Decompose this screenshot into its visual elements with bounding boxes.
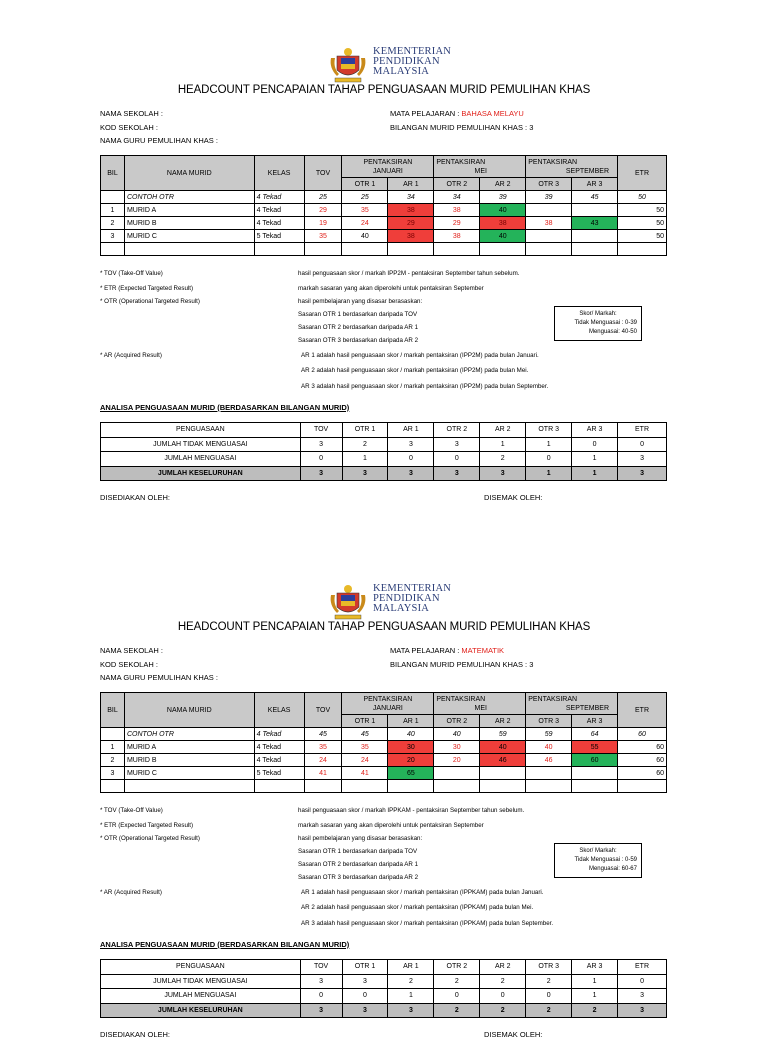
cell-ar3: 60 — [572, 754, 618, 767]
note-etr-desc: markah sasaran yang akan diperolehi untuk pentaksiran September — [298, 285, 484, 292]
cell-bil: 3 — [101, 230, 125, 243]
empty-row — [101, 780, 667, 793]
note-etr-label: * ETR (Expected Targeted Result) — [100, 285, 194, 292]
cell-otr2: 20 — [434, 754, 480, 767]
analisa-header-ar3: AR 3 — [572, 960, 618, 975]
note-tov-desc: hasil penguasaan skor / markah IPPKAM - pentaksiran September tahun sebelum. — [298, 807, 525, 814]
student-row — [101, 230, 667, 243]
analisa-cell-etr: 0 — [618, 437, 667, 452]
cell-otr1: 25 — [342, 191, 388, 204]
analisa-cell-otr2: 0 — [434, 989, 480, 1004]
cell-ar2: 40 — [480, 204, 526, 217]
header-kelas: KELAS — [254, 156, 304, 191]
analisa-header-otr1: OTR 1 — [342, 423, 388, 438]
analisa-header-tov: TOV — [300, 960, 342, 975]
cell-nama: MURID C — [124, 230, 254, 243]
empty-cell — [342, 243, 388, 256]
analisa-cell-otr2: 2 — [434, 1003, 480, 1018]
cell-otr2 — [434, 767, 480, 780]
analisa-cell-tov: 3 — [300, 437, 342, 452]
analisa-cell-ar1: 1 — [388, 989, 434, 1004]
note-ar1: AR 1 adalah hasil penguasaan skor / markah pentaksiran (IPP2M) pada bulan Januari. — [301, 352, 539, 359]
analisa-cell-ar2: 3 — [480, 466, 526, 481]
cell-kelas: 4 Tekad — [254, 728, 304, 741]
cell-otr1: 24 — [342, 754, 388, 767]
analisa-cell-etr: 3 — [618, 466, 667, 481]
analisa-cell-etr: 0 — [618, 974, 667, 989]
analisa-cell-tov: 3 — [300, 1003, 342, 1018]
cell-ar2: 38 — [480, 217, 526, 230]
cell-tov: 41 — [304, 767, 342, 780]
cell-etr: 60 — [618, 728, 667, 741]
analisa-header-otr3: OTR 3 — [526, 960, 572, 975]
empty-cell — [572, 243, 618, 256]
analisa-cell-ar2: 0 — [480, 989, 526, 1004]
note-ar2: AR 2 adalah hasil penguasaan skor / markah pentaksiran (IPP2M) pada bulan Mei. — [301, 367, 529, 374]
cell-otr3 — [526, 767, 572, 780]
cell-nama: MURID B — [124, 217, 254, 230]
header-otr1: OTR 1 — [342, 178, 388, 191]
disediakan-oleh: DISEDIAKAN OLEH: — [100, 1030, 171, 1039]
note-otr-s1: Sasaran OTR 1 berdasarkan daripada TOV — [298, 311, 418, 318]
analisa-cell-otr3: 2 — [526, 974, 572, 989]
cell-ar1: 34 — [388, 191, 434, 204]
label-kod-sekolah: KOD SEKOLAH : — [100, 660, 158, 669]
cell-otr1: 45 — [342, 728, 388, 741]
analisa-cell-ar2: 2 — [480, 1003, 526, 1018]
empty-cell — [304, 780, 342, 793]
note-etr-desc: markah sasaran yang akan diperolehi untuk pentaksiran September — [298, 822, 484, 829]
cell-tov: 35 — [304, 741, 342, 754]
analisa-row-tidak-menguasai — [101, 437, 667, 452]
empty-cell — [618, 780, 667, 793]
cell-otr1: 41 — [342, 767, 388, 780]
analisa-header-tov: TOV — [300, 423, 342, 438]
header-ar1: AR 1 — [388, 178, 434, 191]
header-ar3: AR 3 — [572, 178, 618, 191]
empty-cell — [618, 243, 667, 256]
cell-otr1: 35 — [342, 204, 388, 217]
malaysia-crest-icon — [327, 583, 369, 621]
analisa-cell-ar1: 3 — [388, 466, 434, 481]
analisa-header-penguasaan: PENGUASAAN — [101, 423, 301, 438]
cell-otr3: 40 — [526, 741, 572, 754]
example-row — [101, 191, 667, 204]
empty-cell — [526, 780, 572, 793]
cell-tov: 25 — [304, 191, 342, 204]
cell-kelas: 4 Tekad — [254, 741, 304, 754]
cell-etr: 50 — [618, 191, 667, 204]
subject-name: MATEMATIK — [461, 646, 505, 655]
analisa-cell-otr3: 1 — [526, 466, 572, 481]
empty-cell — [124, 780, 254, 793]
cell-tov: 45 — [304, 728, 342, 741]
header-otr1: OTR 1 — [342, 715, 388, 728]
analisa-row-label: JUMLAH MENGUASAI — [101, 452, 301, 467]
cell-otr3: 39 — [526, 191, 572, 204]
cell-ar3 — [572, 767, 618, 780]
cell-ar1: 30 — [388, 741, 434, 754]
student-row — [101, 767, 667, 780]
analisa-cell-ar3: 1 — [572, 974, 618, 989]
analisa-header-otr1: OTR 1 — [342, 960, 388, 975]
ministry-name: KEMENTERIAN PENDIDIKAN MALAYSIA — [373, 583, 452, 614]
header-kelas: KELAS — [254, 693, 304, 728]
header-bil: BIL — [101, 693, 125, 728]
label-nama-sekolah: NAMA SEKOLAH : — [100, 109, 163, 118]
header-ar1: AR 1 — [388, 715, 434, 728]
analisa-row-label: JUMLAH TIDAK MENGUASAI — [101, 974, 301, 989]
cell-ar3: 55 — [572, 741, 618, 754]
cell-ar2: 40 — [480, 741, 526, 754]
header-pentaksiran-januari: PENTAKSIRAN JANUARI — [342, 156, 434, 178]
cell-etr: 60 — [618, 741, 667, 754]
note-ar3: AR 3 adalah hasil penguasaan skor / markah pentaksiran (IPPKAM) pada bulan September. — [301, 920, 554, 927]
analisa-cell-otr3: 2 — [526, 1003, 572, 1018]
empty-cell — [124, 243, 254, 256]
student-row — [101, 217, 667, 230]
cell-otr3 — [526, 204, 572, 217]
sheet-title: HEADCOUNT PENCAPAIAN TAHAP PENGUASAAN MURID PEMULIHAN KHAS — [177, 620, 591, 634]
empty-cell — [526, 243, 572, 256]
student-row — [101, 204, 667, 217]
cell-ar1: 20 — [388, 754, 434, 767]
note-otr-s1: Sasaran OTR 1 berdasarkan daripada TOV — [298, 848, 418, 855]
note-otr-s2: Sasaran OTR 2 berdasarkan daripada AR 1 — [298, 861, 419, 868]
kpm-logo — [325, 583, 475, 621]
cell-bil: 1 — [101, 204, 125, 217]
header-nama: NAMA MURID — [124, 156, 254, 191]
note-tov-label: * TOV (Take-Off Value) — [100, 270, 163, 277]
analisa-cell-otr2: 0 — [434, 452, 480, 467]
cell-otr2: 40 — [434, 728, 480, 741]
header-otr3: OTR 3 — [526, 715, 572, 728]
cell-etr: 50 — [618, 230, 667, 243]
analisa-cell-ar2: 1 — [480, 437, 526, 452]
empty-cell — [572, 780, 618, 793]
analisa-heading: ANALISA PENGUASAAN MURID (BERDASARKAN BILANGAN MURID) — [100, 940, 350, 949]
analisa-row-menguasai — [101, 452, 667, 467]
analisa-header-otr2: OTR 2 — [434, 423, 480, 438]
analisa-header-etr: ETR — [618, 960, 667, 975]
cell-nama: MURID C — [124, 767, 254, 780]
cell-ar1: 38 — [388, 204, 434, 217]
score-legend-box: Skor/ Markah: Tidak Menguasai : 0-59 Menguasai: 60-67 — [554, 843, 642, 878]
cell-tov: 19 — [304, 217, 342, 230]
cell-ar3: 64 — [572, 728, 618, 741]
cell-ar2 — [480, 767, 526, 780]
cell-bil: 1 — [101, 741, 125, 754]
cell-otr2: 29 — [434, 217, 480, 230]
label-nama-guru: NAMA GURU PEMULIHAN KHAS : — [100, 136, 218, 145]
disediakan-oleh: DISEDIAKAN OLEH: — [100, 493, 171, 502]
note-ar-label: * AR (Acquired Result) — [100, 352, 162, 359]
cell-kelas: 4 Tekad — [254, 204, 304, 217]
analisa-cell-ar1: 3 — [388, 1003, 434, 1018]
header-otr3: OTR 3 — [526, 178, 572, 191]
header-nama: NAMA MURID — [124, 693, 254, 728]
analisa-cell-tov: 3 — [300, 466, 342, 481]
header-etr: ETR — [618, 156, 667, 191]
analisa-header-ar3: AR 3 — [572, 423, 618, 438]
analisa-cell-etr: 3 — [618, 1003, 667, 1018]
cell-ar1: 29 — [388, 217, 434, 230]
cell-etr: 60 — [618, 767, 667, 780]
cell-etr: 60 — [618, 754, 667, 767]
header-pentaksiran-september: PENTAKSIRAN SEPTEMBER — [526, 156, 618, 178]
header-pentaksiran-mei: PENTAKSIRAN MEI — [434, 156, 526, 178]
analisa-cell-otr1: 2 — [342, 437, 388, 452]
example-row — [101, 728, 667, 741]
note-ar-label: * AR (Acquired Result) — [100, 889, 162, 896]
analisa-cell-ar3: 0 — [572, 437, 618, 452]
empty-row — [101, 243, 667, 256]
analisa-cell-otr3: 1 — [526, 437, 572, 452]
cell-ar2: 40 — [480, 230, 526, 243]
analisa-row-keseluruhan — [101, 466, 667, 481]
cell-ar3 — [572, 204, 618, 217]
cell-nama: MURID A — [124, 741, 254, 754]
analisa-heading: ANALISA PENGUASAAN MURID (BERDASARKAN BILANGAN MURID) — [100, 403, 350, 412]
analisa-cell-otr2: 2 — [434, 974, 480, 989]
cell-tov: 24 — [304, 754, 342, 767]
note-ar2: AR 2 adalah hasil penguasaan skor / markah pentaksiran (IPPKAM) pada bulan Mei. — [301, 904, 534, 911]
cell-otr2: 30 — [434, 741, 480, 754]
empty-cell — [254, 243, 304, 256]
cell-ar1: 38 — [388, 230, 434, 243]
note-etr-label: * ETR (Expected Targeted Result) — [100, 822, 194, 829]
analisa-cell-ar3: 1 — [572, 989, 618, 1004]
cell-nama: CONTOH OTR — [124, 728, 254, 741]
cell-nama: CONTOH OTR — [124, 191, 254, 204]
cell-otr2: 38 — [434, 204, 480, 217]
empty-cell — [342, 780, 388, 793]
empty-cell — [434, 243, 480, 256]
analisa-cell-ar1: 3 — [388, 437, 434, 452]
kpm-logo — [325, 46, 475, 84]
subject-line: MATA PELAJARAN : MATEMATIK — [390, 646, 505, 655]
cell-etr: 50 — [618, 204, 667, 217]
note-otr-s3: Sasaran OTR 3 berdasarkan daripada AR 2 — [298, 337, 419, 344]
analisa-cell-otr3: 0 — [526, 989, 572, 1004]
analisa-cell-otr2: 3 — [434, 466, 480, 481]
analisa-cell-otr3: 0 — [526, 452, 572, 467]
analisa-cell-otr2: 3 — [434, 437, 480, 452]
student-count: BILANGAN MURID PEMULIHAN KHAS : 3 — [390, 660, 534, 669]
analisa-row-label: JUMLAH KESELURUHAN — [101, 1003, 301, 1018]
header-tov: TOV — [304, 156, 342, 191]
cell-kelas: 5 Tekad — [254, 767, 304, 780]
note-ar1: AR 1 adalah hasil penguasaan skor / markah pentaksiran (IPPKAM) pada bulan Januari. — [301, 889, 544, 896]
empty-cell — [480, 243, 526, 256]
cell-otr3: 59 — [526, 728, 572, 741]
cell-otr1: 40 — [342, 230, 388, 243]
analisa-row-label: JUMLAH KESELURUHAN — [101, 466, 301, 481]
student-row — [101, 754, 667, 767]
analisa-header-ar2: AR 2 — [480, 960, 526, 975]
analisa-cell-tov: 0 — [300, 989, 342, 1004]
subject-line: MATA PELAJARAN : BAHASA MELAYU — [390, 109, 524, 118]
empty-cell — [388, 780, 434, 793]
analisa-header-otr2: OTR 2 — [434, 960, 480, 975]
label-kod-sekolah: KOD SEKOLAH : — [100, 123, 158, 132]
headcount-table — [100, 155, 667, 256]
note-otr-desc: hasil pembelajaran yang disasar berasaskan: — [298, 298, 423, 305]
student-count: BILANGAN MURID PEMULIHAN KHAS : 3 — [390, 123, 534, 132]
analisa-table — [100, 422, 667, 481]
cell-otr1: 35 — [342, 741, 388, 754]
analisa-header-ar1: AR 1 — [388, 423, 434, 438]
analisa-row-menguasai — [101, 989, 667, 1004]
analisa-header-ar1: AR 1 — [388, 960, 434, 975]
cell-bil — [101, 191, 125, 204]
note-tov-desc: hasil penguasaan skor / markah IPP2M - pentaksiran September tahun sebelum. — [298, 270, 520, 277]
analisa-cell-etr: 3 — [618, 989, 667, 1004]
analisa-cell-ar1: 0 — [388, 452, 434, 467]
cell-otr1: 24 — [342, 217, 388, 230]
header-pentaksiran-september: PENTAKSIRAN SEPTEMBER — [526, 693, 618, 715]
note-ar3: AR 3 adalah hasil penguasaan skor / markah pentaksiran (IPP2M) pada bulan September. — [301, 383, 549, 390]
cell-otr3: 38 — [526, 217, 572, 230]
analisa-cell-ar3: 1 — [572, 452, 618, 467]
analisa-row-tidak-menguasai — [101, 974, 667, 989]
sheet-bahasa-melayu — [0, 0, 768, 512]
empty-cell — [101, 243, 125, 256]
student-row — [101, 741, 667, 754]
cell-nama: MURID A — [124, 204, 254, 217]
empty-cell — [254, 780, 304, 793]
disemak-oleh: DISEMAK OLEH: — [484, 493, 543, 502]
note-otr-s2: Sasaran OTR 2 berdasarkan daripada AR 1 — [298, 324, 419, 331]
analisa-cell-ar2: 2 — [480, 452, 526, 467]
header-pentaksiran-januari: PENTAKSIRAN JANUARI — [342, 693, 434, 715]
analisa-cell-otr1: 3 — [342, 974, 388, 989]
analisa-cell-otr1: 1 — [342, 452, 388, 467]
cell-otr3 — [526, 230, 572, 243]
cell-ar1: 65 — [388, 767, 434, 780]
note-otr-s3: Sasaran OTR 3 berdasarkan daripada AR 2 — [298, 874, 419, 881]
note-tov-label: * TOV (Take-Off Value) — [100, 807, 163, 814]
analisa-cell-etr: 3 — [618, 452, 667, 467]
empty-cell — [434, 780, 480, 793]
analisa-header-otr3: OTR 3 — [526, 423, 572, 438]
analisa-cell-ar3: 1 — [572, 466, 618, 481]
analisa-cell-otr1: 3 — [342, 1003, 388, 1018]
header-ar2: AR 2 — [480, 178, 526, 191]
analisa-cell-otr1: 3 — [342, 466, 388, 481]
analisa-row-label: JUMLAH MENGUASAI — [101, 989, 301, 1004]
analisa-header-penguasaan: PENGUASAAN — [101, 960, 301, 975]
cell-ar2: 46 — [480, 754, 526, 767]
cell-ar2: 39 — [480, 191, 526, 204]
analisa-cell-tov: 3 — [300, 974, 342, 989]
label-nama-sekolah: NAMA SEKOLAH : — [100, 646, 163, 655]
ministry-name: KEMENTERIAN PENDIDIKAN MALAYSIA — [373, 46, 452, 77]
analisa-header-ar2: AR 2 — [480, 423, 526, 438]
empty-cell — [101, 780, 125, 793]
headcount-table — [100, 692, 667, 793]
cell-kelas: 5 Tekad — [254, 230, 304, 243]
score-legend-box: Skor/ Markah: Tidak Menguasai : 0-39 Menguasai: 40-50 — [554, 306, 642, 341]
header-bil: BIL — [101, 156, 125, 191]
cell-ar3 — [572, 230, 618, 243]
analisa-row-keseluruhan — [101, 1003, 667, 1018]
cell-kelas: 4 Tekad — [254, 754, 304, 767]
header-ar3: AR 3 — [572, 715, 618, 728]
cell-tov: 29 — [304, 204, 342, 217]
analisa-table — [100, 959, 667, 1018]
note-otr-label: * OTR (Operational Targeted Result) — [100, 298, 200, 305]
disemak-oleh: DISEMAK OLEH: — [484, 1030, 543, 1039]
cell-bil: 3 — [101, 767, 125, 780]
note-otr-label: * OTR (Operational Targeted Result) — [100, 835, 200, 842]
cell-kelas: 4 Tekad — [254, 217, 304, 230]
analisa-cell-otr1: 0 — [342, 989, 388, 1004]
empty-cell — [304, 243, 342, 256]
cell-bil: 2 — [101, 754, 125, 767]
cell-etr: 50 — [618, 217, 667, 230]
header-otr2: OTR 2 — [434, 715, 480, 728]
analisa-cell-tov: 0 — [300, 452, 342, 467]
cell-kelas: 4 Tekad — [254, 191, 304, 204]
analisa-cell-ar1: 2 — [388, 974, 434, 989]
cell-tov: 35 — [304, 230, 342, 243]
cell-ar2: 59 — [480, 728, 526, 741]
empty-cell — [480, 780, 526, 793]
analisa-header-etr: ETR — [618, 423, 667, 438]
cell-ar3: 45 — [572, 191, 618, 204]
header-etr: ETR — [618, 693, 667, 728]
cell-nama: MURID B — [124, 754, 254, 767]
label-nama-guru: NAMA GURU PEMULIHAN KHAS : — [100, 673, 218, 682]
cell-otr2: 34 — [434, 191, 480, 204]
cell-bil — [101, 728, 125, 741]
header-ar2: AR 2 — [480, 715, 526, 728]
sheet-title: HEADCOUNT PENCAPAIAN TAHAP PENGUASAAN MURID PEMULIHAN KHAS — [177, 83, 591, 97]
cell-otr2: 38 — [434, 230, 480, 243]
malaysia-crest-icon — [327, 46, 369, 84]
sheet-matematik — [0, 537, 768, 1049]
analisa-cell-ar2: 2 — [480, 974, 526, 989]
empty-cell — [388, 243, 434, 256]
subject-name: BAHASA MELAYU — [461, 109, 524, 118]
note-otr-desc: hasil pembelajaran yang disasar berasaskan: — [298, 835, 423, 842]
analisa-cell-ar3: 2 — [572, 1003, 618, 1018]
cell-bil: 2 — [101, 217, 125, 230]
header-tov: TOV — [304, 693, 342, 728]
analisa-row-label: JUMLAH TIDAK MENGUASAI — [101, 437, 301, 452]
cell-ar1: 40 — [388, 728, 434, 741]
cell-ar3: 43 — [572, 217, 618, 230]
cell-otr3: 46 — [526, 754, 572, 767]
header-otr2: OTR 2 — [434, 178, 480, 191]
header-pentaksiran-mei: PENTAKSIRAN MEI — [434, 693, 526, 715]
